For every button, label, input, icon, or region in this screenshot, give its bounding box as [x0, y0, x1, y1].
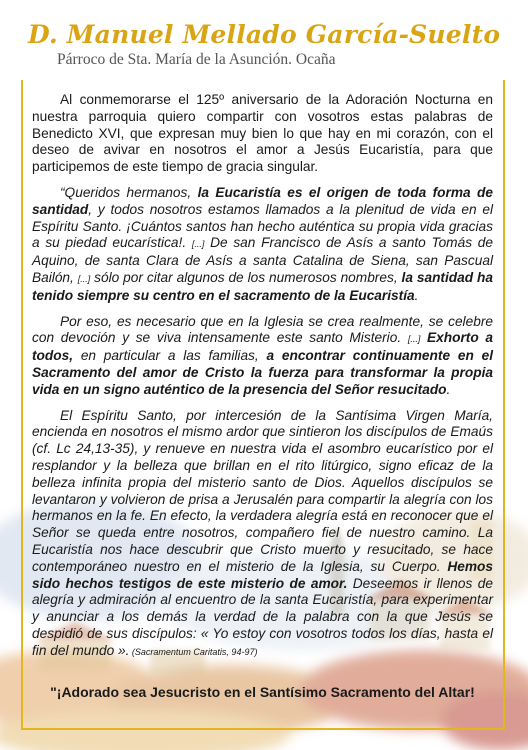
quote2-text-2: en particular a las familias,	[73, 348, 267, 364]
intro-paragraph: Al conmemorarse el 125º aniversario de la Adoración Nocturna en nuestra parroquia quiero compartir con vosotros estas palabras de Benedicto XVI, que expresan muy bien lo que hay en mi corazón, con el deseo de avivar en nosotros el amor a Jesús Eucaristía, para que participemos de este tiempo de gracia singular.	[32, 92, 493, 175]
quote2-text-1: Por eso, es necesario que en la Iglesia se crea realmente, se celebre con devoción y se viva intensamente este santo Misterio.	[32, 313, 493, 346]
quote2-bold-2: a encontrar continuamente en el Sacramento del amor de Cristo la fuerza para transformar la propia vida en un signo auténtico de la presencia del Señor resucitado	[32, 348, 493, 397]
quote2-text-3: .	[446, 381, 451, 397]
quote3-citation: (Sacramentum Caritatis, 94-97)	[129, 646, 258, 657]
quote1-ellipsis-1: [...]	[191, 239, 205, 250]
closing-exclamation: "¡Adorado sea Jesucristo en el Santísimo Sacramento del Altar!	[50, 684, 475, 700]
quote3-text-1: El Espíritu Santo, por intercesión de la Santísima Virgen María, encienda en nosotros el mismo ardor que sintieron los discípulos de Emaús (cf. Lc 24,13-35), y renueve en nuestra vida el asombro eucarístico por el resplandor y la belleza que brillan en el rito litúrgico, signo eficaz de la belleza infinita propia del misterio santo de Dios. Aquellos discípulos se levantaron y volvieron de prisa a Jerusalén para compartir la alegría con los hermanos en la fe. En efecto, la verdadera alegría está en reconocer que el Señor se queda entre nosotros, compañero fiel de nuestro camino. La Eucaristía nos hace descubrir que Cristo muerto y resucitado, se hace contemporáneo nuestro en el misterio de la Iglesia, su Cuerpo.	[32, 407, 493, 574]
quote1-text-2: , y todos nosotros estamos llamados a la plenitud de vida en el Espíritu Santo. ¡Cuántos santos han hecho auténtica su propia vida gracias a su piedad eucarística!.	[32, 201, 493, 251]
quote1-text-5: .	[414, 287, 419, 303]
quote1-text-4: sólo por citar algunos de los numerosos nombres,	[90, 269, 402, 285]
quote-paragraph-3	[32, 408, 493, 661]
quote2-ellipsis: [...]	[407, 334, 421, 345]
quote1-text-1: “Queridos hermanos,	[60, 184, 198, 200]
quote3-text-2: Deseemos ir llenos de alegría y admiración al encuentro de la santa Eucaristía, para experimentar y anunciar a los demás la verdad de la palabra con la que Jesús se despidió de sus discípulos: « Yo estoy con vosotros todos los días, hasta el fin del mundo ».	[32, 575, 493, 658]
quote3-bold-1: Hemos sido hechos testigos de este misterio de amor.	[32, 558, 493, 591]
quote1-bold-2: la santidad ha tenido siempre su centro en el sacramento de la Eucaristía	[32, 269, 493, 303]
letter-body	[32, 92, 493, 670]
author-title: D. Manuel Mellado García-Suelto	[28, 20, 501, 49]
quote1-ellipsis-2: [...]	[77, 273, 91, 284]
quote1-text-3: De san Francisco de Asís a santo Tomás de Aquino, de santa Clara de Asís a santa Catalina de Siena, san Pascual Bailón,	[32, 235, 493, 285]
quote1-bold-1: la Eucaristía es el origen de toda forma de santidad	[32, 184, 493, 217]
author-role: Párroco de Sta. María de la Asunción. Ocaña	[57, 51, 336, 68]
quote-paragraph-1	[32, 185, 493, 305]
quote2-bold-1: Exhorto a todos,	[32, 330, 493, 364]
quote-paragraph-2	[32, 314, 493, 399]
